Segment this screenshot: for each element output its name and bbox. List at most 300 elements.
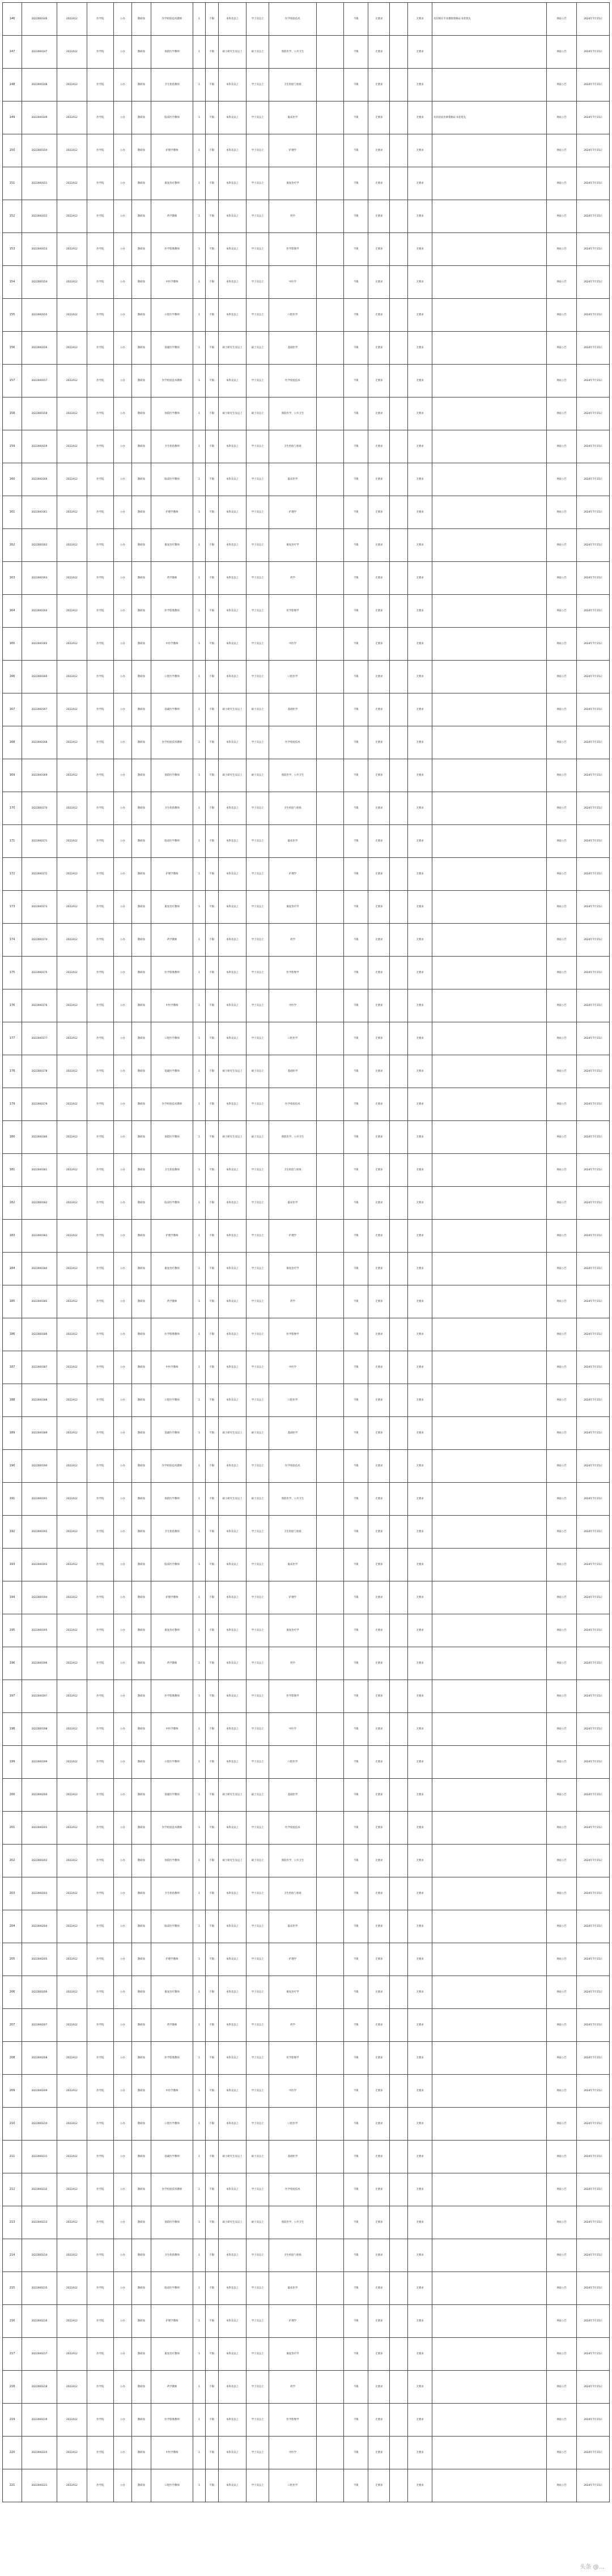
table-cell: 公办 [113,726,131,759]
table-row [3,1351,610,1384]
table-cell: 本科及以上 [219,3,246,36]
table-cell: 1 [193,101,205,134]
table-cell: 学士及以上 [246,2371,269,2404]
table-row [3,365,610,397]
table-cell: 2022A12 [57,69,87,101]
table-row [3,397,610,430]
table-cell: 医学院 [87,2108,114,2141]
table-cell: 1 [193,1450,205,1483]
table-cell: 2022000165 [22,628,57,661]
table-cell: 本科及以上 [219,1088,246,1121]
table-cell [390,726,408,759]
table-cell: 本科及以上 [219,1351,246,1384]
table-cell: 189 [3,1417,22,1450]
table-cell: 2022000195 [22,1614,57,1647]
table-cell [432,134,546,167]
table-cell: 不限 [344,759,368,792]
recruitment-table [2,2,610,2502]
table-row [3,1779,610,1812]
table-cell [390,1253,408,1285]
table-cell: 康复治疗教师 [151,2338,193,2371]
table-cell: 1 [193,1417,205,1450]
table-cell: 164 [3,595,22,628]
table-cell: 网站公告 [547,2141,577,2173]
table-cell [316,233,344,266]
table-cell: 网站公告 [547,1055,577,1088]
table-cell: 医学院 [87,463,114,496]
table-cell: 不限 [344,891,368,924]
table-cell: 教研岗 [131,1877,151,1910]
table-cell: 教研岗 [131,266,151,299]
table-cell: 硕士研究生及以上 [219,1845,246,1877]
table-cell: 1 [193,1187,205,1220]
table-cell: 2022000156 [22,332,57,365]
table-cell: 本科及以上 [219,825,246,858]
table-cell: 不限 [344,1055,368,1088]
table-cell: 不限 [205,233,218,266]
table-row [3,463,610,496]
table-cell [316,891,344,924]
table-cell: 学士及以上 [246,463,269,496]
table-cell: 本科及以上 [219,101,246,134]
table-cell [390,661,408,693]
table-cell: 学士及以上 [246,1022,269,1055]
table-cell: 2022A12 [57,1549,87,1581]
table-cell: 医学院 [87,858,114,891]
table-cell [390,167,408,200]
table-cell: 2024年7月15日 [577,1285,610,1318]
table-cell: 不限 [205,2469,218,2502]
table-cell: 中医学教师 [151,1351,193,1384]
table-cell: 本科及以上 [219,299,246,332]
table-cell: 无要求 [368,1351,390,1384]
table-cell: 学士及以上 [246,1285,269,1318]
table-cell: 医学院 [87,1845,114,1877]
table-cell: 教研岗 [131,2173,151,2206]
table-cell: 不限 [344,1779,368,1812]
table-cell: 不限 [344,430,368,463]
table-cell: 2024年7月15日 [577,1581,610,1614]
table-cell: 不限 [205,825,218,858]
table-cell [432,2437,546,2469]
table-cell: 2024年7月15日 [577,365,610,397]
table-cell: 1 [193,3,205,36]
table-cell: 本科及以上 [219,496,246,529]
table-cell [390,463,408,496]
table-row [3,891,610,924]
table-cell: 公办 [113,595,131,628]
table-cell: 1 [193,1285,205,1318]
table-cell: 2024年7月15日 [577,529,610,562]
table-cell: 1 [193,36,205,69]
table-cell: 无要求 [368,957,390,989]
table-cell: 本科及以上 [219,726,246,759]
table-cell: 2022A12 [57,463,87,496]
table-cell: 教研岗 [131,1581,151,1614]
table-cell: 1 [193,69,205,101]
table-cell: 不限 [344,989,368,1022]
table-cell [432,1384,546,1417]
table-cell: 2022A12 [57,2009,87,2042]
table-cell: 无要求 [408,2437,432,2469]
table-cell [432,397,546,430]
table-cell: 卫生检验教师 [151,430,193,463]
table-cell: 不限 [344,1746,368,1779]
table-cell: 学士及以上 [246,1318,269,1351]
table-cell: 网站公告 [547,562,577,595]
table-cell: 公办 [113,233,131,266]
table-cell: 网站公告 [547,1812,577,1845]
table-cell: 不限 [344,299,368,332]
table-cell: 卫生检验与检疫 [269,1516,316,1549]
table-cell [390,1187,408,1220]
table-cell: 2022000173 [22,891,57,924]
table-cell [316,2141,344,2173]
table-cell: 网站公告 [547,1285,577,1318]
table-cell [390,759,408,792]
table-cell: 无要求 [408,759,432,792]
table-cell: 157 [3,365,22,397]
table-cell: 无要求 [408,1877,432,1910]
table-cell: 学士及以上 [246,2305,269,2338]
table-cell: 无要求 [408,792,432,825]
table-cell: 本科及以上 [219,2009,246,2042]
table-cell: 不限 [344,1384,368,1417]
table-cell: 无要求 [408,1549,432,1581]
table-row [3,1812,610,1845]
table-cell: 2024年7月15日 [577,1680,610,1713]
table-cell: 不限 [344,1351,368,1384]
table-cell: 硕士及以上 [246,759,269,792]
table-cell: 教研岗 [131,2469,151,2502]
table-cell: 2024年7月15日 [577,1318,610,1351]
table-cell: 本科及以上 [219,167,246,200]
table-cell: 公办 [113,2305,131,2338]
table-cell: 学士及以上 [246,365,269,397]
table-cell: 药学 [269,1647,316,1680]
table-cell: 不限 [205,1845,218,1877]
table-cell: 医学院 [87,233,114,266]
table-cell: 教研岗 [131,2042,151,2075]
table-cell: 2022000212 [22,2173,57,2206]
table-cell [316,1187,344,1220]
table-cell [390,200,408,233]
table-cell: 1 [193,200,205,233]
table-cell: 不限 [344,2206,368,2239]
table-cell [390,1746,408,1779]
table-cell: 无要求 [368,562,390,595]
table-cell: 本科及以上 [219,529,246,562]
table-cell: 无要求 [368,1055,390,1088]
table-cell [432,2305,546,2338]
table-cell: 硕士研究生及以上 [219,693,246,726]
table-cell: 网站公告 [547,1976,577,2009]
table-cell: 医学院 [87,1516,114,1549]
table-cell: 2024年7月15日 [577,463,610,496]
table-cell: 教研岗 [131,1483,151,1516]
table-cell [316,1779,344,1812]
table-cell: 网站公告 [547,101,577,134]
table-cell: 本科及以上 [219,2173,246,2206]
table-cell: 护理学教师 [151,134,193,167]
table-cell: 教研岗 [131,1351,151,1384]
table-cell: 教研岗 [131,1022,151,1055]
table-cell: 教研岗 [131,1779,151,1812]
table-cell: 教研岗 [131,595,151,628]
table-cell [390,1022,408,1055]
table-cell: 本科及以上 [219,1680,246,1713]
table-cell [390,1384,408,1417]
table-cell [316,924,344,957]
table-cell: 无要求 [368,397,390,430]
table-cell [316,430,344,463]
table-cell: 护理学教师 [151,858,193,891]
table-cell [316,1713,344,1746]
table-cell: 2022000213 [22,2206,57,2239]
table-cell: 2024年7月15日 [577,1483,610,1516]
table-cell [316,562,344,595]
table-cell: 1 [193,1976,205,2009]
table-cell: 2022A12 [57,2042,87,2075]
table-cell: 教研岗 [131,2239,151,2272]
table-cell: 无要求 [408,858,432,891]
table-cell: 1 [193,266,205,299]
table-cell: 本科及以上 [219,1976,246,2009]
table-cell: 网站公告 [547,496,577,529]
table-cell [390,233,408,266]
table-cell [432,1713,546,1746]
table-cell [432,1812,546,1845]
table-cell: 无要求 [368,2173,390,2206]
table-cell: 不限 [344,2272,368,2305]
table-cell: 无要求 [368,2239,390,2272]
table-cell: 康复治疗教师 [151,1976,193,2009]
table-cell: 不限 [205,1943,218,1976]
table-cell: 本科及以上 [219,1285,246,1318]
table-cell [432,266,546,299]
table-cell: 无要求 [368,1384,390,1417]
table-cell: 2024年7月15日 [577,1253,610,1285]
table-cell [316,2371,344,2404]
table-cell: 硕士研究生及以上 [219,1121,246,1154]
table-cell [316,2437,344,2469]
table-cell: 学士及以上 [246,2239,269,2272]
table-cell: 2022000185 [22,1285,57,1318]
table-cell: 医学院 [87,1680,114,1713]
table-cell: 不限 [205,1055,218,1088]
table-cell: 教研岗 [131,1845,151,1877]
table-cell: 不限 [344,1450,368,1483]
table-cell: 2022A12 [57,134,87,167]
table-cell: 医学检验技术 [269,726,316,759]
table-cell: 教研岗 [131,924,151,957]
table-cell: 网站公告 [547,2239,577,2272]
table-cell: 网站公告 [547,36,577,69]
table-cell: 不限 [205,1812,218,1845]
table-cell: 医学院 [87,726,114,759]
table-cell: 无要求 [408,1253,432,1285]
table-cell: 2022000152 [22,200,57,233]
table-cell: 医学院 [87,1022,114,1055]
table-cell: 本科及以上 [219,2437,246,2469]
table-cell: 202 [3,1845,22,1877]
table-cell: 2022000161 [22,496,57,529]
table-cell: 2024年7月15日 [577,628,610,661]
table-cell: 无要求 [408,661,432,693]
table-cell: 医学院 [87,430,114,463]
table-cell: 不限 [205,2437,218,2469]
table-cell: 临床医学教师 [151,463,193,496]
table-cell: 本科及以上 [219,1187,246,1220]
table-cell: 148 [3,69,22,101]
table-cell: 不限 [205,2305,218,2338]
table-cell: 硕士研究生及以上 [219,397,246,430]
table-cell: 学士及以上 [246,1680,269,1713]
table-cell: 2022A12 [57,1614,87,1647]
table-cell: 医学院 [87,2469,114,2502]
table-row [3,2239,610,2272]
table-cell: 159 [3,430,22,463]
table-cell: 口腔医学 [269,2469,316,2502]
table-cell: 不限 [205,1450,218,1483]
table-cell [432,1154,546,1187]
table-cell: 210 [3,2108,22,2141]
table-cell: 网站公告 [547,1746,577,1779]
table-cell: 2024年7月15日 [577,1516,610,1549]
table-cell: 2022A12 [57,989,87,1022]
table-cell [390,1220,408,1253]
table-row [3,1220,610,1253]
table-row [3,529,610,562]
table-cell: 基础医学教师 [151,1055,193,1088]
table-cell [316,1121,344,1154]
table-cell: 公办 [113,134,131,167]
table-cell: 公办 [113,2075,131,2108]
table-cell: 公办 [113,299,131,332]
table-cell: 公办 [113,1253,131,1285]
table-cell: 医学院 [87,1779,114,1812]
table-cell: 公办 [113,266,131,299]
table-cell: 214 [3,2239,22,2272]
table-cell: 1 [193,1779,205,1812]
table-cell: 无要求 [368,1647,390,1680]
table-cell: 本科及以上 [219,1516,246,1549]
table-cell: 无要求 [408,1088,432,1121]
table-row [3,36,610,69]
table-cell: 不限 [205,595,218,628]
table-cell: 网站公告 [547,69,577,101]
table-cell: 2022000202 [22,1845,57,1877]
table-cell: 医学院 [87,2404,114,2437]
table-cell: 教研岗 [131,759,151,792]
table-cell: 医学院 [87,69,114,101]
table-cell: 网站公告 [547,1088,577,1121]
table-cell: 网站公告 [547,463,577,496]
table-cell: 2024年7月15日 [577,2141,610,2173]
table-cell: 不限 [205,661,218,693]
table-cell [432,1943,546,1976]
table-cell: 2022000171 [22,825,57,858]
table-cell: 2022A12 [57,3,87,36]
table-cell: 无要求 [368,1318,390,1351]
table-cell: 不限 [344,661,368,693]
table-cell: 医学检验技术 [269,1088,316,1121]
table-cell: 1 [193,1516,205,1549]
table-cell: 教研岗 [131,891,151,924]
table-cell [316,529,344,562]
table-cell [390,1483,408,1516]
table-cell [316,69,344,101]
table-cell: 207 [3,2009,22,2042]
table-cell [390,858,408,891]
table-cell [316,2206,344,2239]
table-cell: 2024年7月15日 [577,2009,610,2042]
table-cell: 学士及以上 [246,200,269,233]
table-row [3,858,610,891]
table-cell: 无要求 [368,36,390,69]
table-cell: 不限 [344,2404,368,2437]
table-cell: 193 [3,1549,22,1581]
table-cell [432,957,546,989]
table-cell: 网站公告 [547,1845,577,1877]
table-cell: 不限 [344,266,368,299]
table-cell: 不限 [344,2469,368,2502]
table-cell: 1 [193,1845,205,1877]
table-cell [316,957,344,989]
table-cell [316,2108,344,2141]
table-cell: 不限 [344,2042,368,2075]
table-row [3,1647,610,1680]
table-cell: 基础医学 [269,2141,316,2173]
table-cell: 本科及以上 [219,2108,246,2141]
table-cell: 医学影像学 [269,1680,316,1713]
table-cell: 2022A12 [57,299,87,332]
table-cell [316,628,344,661]
table-cell: 教研岗 [131,2108,151,2141]
table-cell: 本科及以上 [219,595,246,628]
table-cell: 不限 [205,1779,218,1812]
table-cell [316,36,344,69]
table-cell: 1 [193,1088,205,1121]
table-cell: 2024年7月15日 [577,233,610,266]
table-cell: 1 [193,1220,205,1253]
table-cell: 219 [3,2404,22,2437]
table-cell: 不限 [344,2141,368,2173]
table-row [3,1549,610,1581]
table-cell: 无要求 [408,2305,432,2338]
table-cell: 无要求 [408,726,432,759]
table-cell: 学士及以上 [246,2437,269,2469]
table-cell: 2022000189 [22,1417,57,1450]
table-cell: 无要求 [408,2206,432,2239]
table-cell [390,529,408,562]
table-cell: 教研岗 [131,167,151,200]
table-cell: 2022000219 [22,2404,57,2437]
table-cell: 无要求 [408,1483,432,1516]
table-cell: 不限 [205,693,218,726]
table-cell: 教研岗 [131,365,151,397]
table-row [3,2338,610,2371]
table-cell: 2022A12 [57,1022,87,1055]
table-cell: 2024年7月15日 [577,1088,610,1121]
table-cell: 188 [3,1384,22,1417]
table-cell: 2022A12 [57,2371,87,2404]
table-cell: 网站公告 [547,2338,577,2371]
table-cell: 公办 [113,430,131,463]
table-cell [432,200,546,233]
table-cell: 教研岗 [131,496,151,529]
table-cell: 预防医学教师 [151,36,193,69]
